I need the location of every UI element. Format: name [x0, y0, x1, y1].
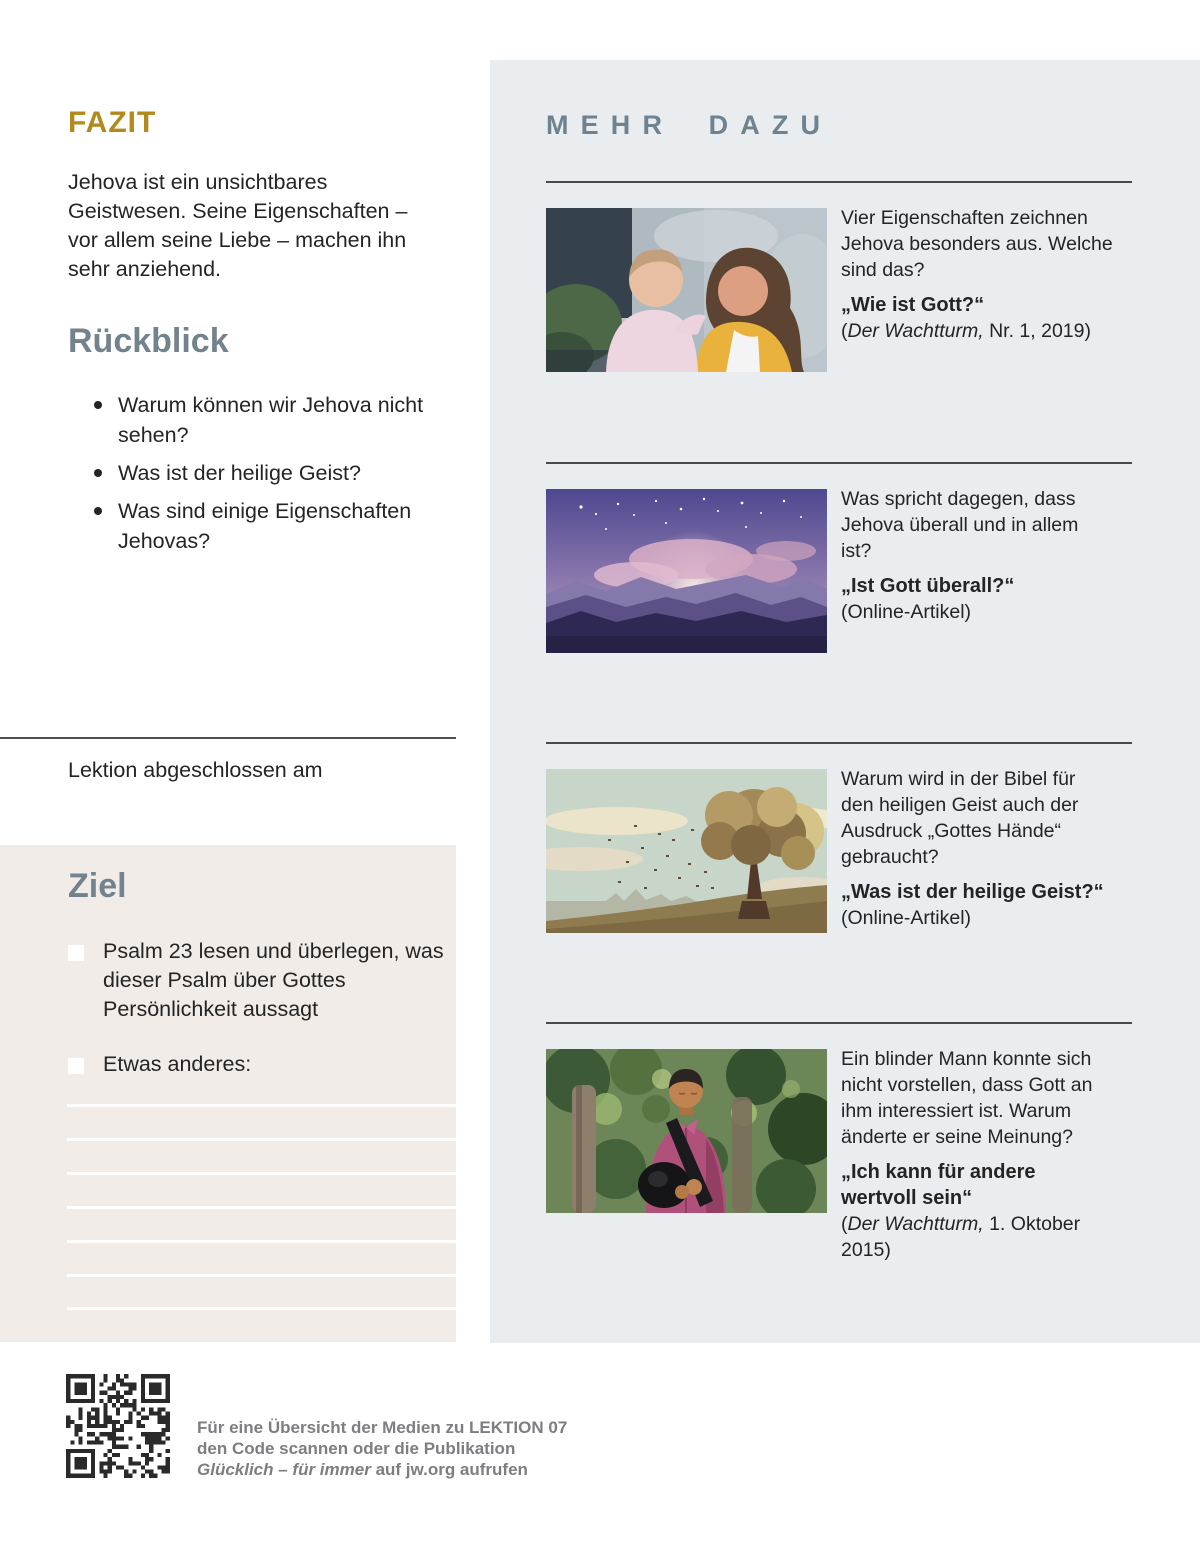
more-item [546, 462, 1132, 744]
rueckblick-heading: Rückblick [68, 322, 229, 360]
mother-and-child-photo [546, 208, 827, 372]
goal-item: Psalm 23 lesen und überlegen, was dieser Psalm über Gottes Persönlichkeit aussagt [103, 939, 444, 1021]
item-question: Warum wird in der Bibel für den heiligen Geist auch der Ausdruck „Gottes Hände“ gebraucht? [841, 768, 1079, 868]
item-question: Vier Eigenschaften zeichnen Jehova besonders aus. Welche sind das? [841, 207, 1113, 281]
ziel-heading: Ziel [68, 867, 127, 905]
item-divider [546, 742, 1132, 744]
writing-line [67, 1104, 456, 1107]
section-divider [0, 737, 456, 739]
item-text [841, 205, 1113, 344]
writing-line [67, 1206, 456, 1209]
checkbox [68, 945, 84, 961]
lesson-completed-label: Lektion abgeschlossen am [68, 758, 323, 782]
checkbox [68, 1058, 84, 1074]
item-divider [546, 1022, 1132, 1024]
writing-line [67, 1172, 456, 1175]
item-title: „Wie ist Gott?“ [841, 294, 985, 316]
item-text [841, 486, 1113, 625]
item-text [841, 766, 1113, 931]
ziel-section [0, 845, 456, 1342]
writing-line [67, 1274, 456, 1277]
more-item [546, 1022, 1132, 1304]
list-item: Was sind einige Eigenschaften Jehovas? [92, 496, 444, 556]
item-title: „Was ist der heilige Geist?“ [841, 881, 1104, 903]
item-title: „Ich kann für andere wertvoll sein“ [841, 1161, 1036, 1209]
item-question: Was spricht dagegen, dass Jehova überall und in allem ist? [841, 488, 1079, 562]
item-source: (Der Wachtturm, 1. Oktober 2015) [841, 1213, 1081, 1261]
writing-line [67, 1240, 456, 1243]
mehr-dazu-heading: MEHR DAZU [546, 110, 833, 140]
rueckblick-list [92, 390, 444, 564]
item-text [841, 1046, 1113, 1263]
footer-line: Für eine Übersicht der Medien zu LEKTION 07 [197, 1418, 568, 1437]
item-title: „Ist Gott überall?“ [841, 575, 1015, 597]
mehr-dazu-panel [490, 60, 1200, 1343]
fazit-paragraph: Jehova ist ein unsichtbares Geistwesen. Seine Eigenschaften – vor allem seine Liebe – machen ihn sehr anziehend. [68, 170, 408, 281]
footer-line: den Code scannen oder die Publikation [197, 1439, 516, 1458]
item-source: (Online-Artikel) [841, 907, 972, 929]
windy-tree-illustration [546, 769, 827, 933]
writing-line [67, 1307, 456, 1310]
item-source: (Der Wachtturm, Nr. 1, 2019) [841, 320, 1091, 342]
footer-note [197, 1417, 627, 1480]
footer-line: Glücklich – für immer auf jw.org aufrufen [197, 1460, 528, 1479]
more-item [546, 181, 1132, 463]
writing-line [67, 1138, 456, 1141]
blind-man-photo [546, 1049, 827, 1213]
more-item [546, 742, 1132, 1024]
qr-code-icon [62, 1370, 174, 1482]
item-question: Ein blinder Mann konnte sich nicht vorstellen, dass Gott an ihm interessiert ist. Warum änderte er seine Meinung? [841, 1048, 1093, 1148]
goal-item: Etwas anderes: [103, 1052, 252, 1076]
fazit-heading: FAZIT [68, 106, 157, 139]
item-divider [546, 462, 1132, 464]
list-item: Was ist der heilige Geist? [92, 458, 444, 488]
item-divider [546, 181, 1132, 183]
purple-sunrise-illustration [546, 489, 827, 653]
item-source: (Online-Artikel) [841, 601, 972, 623]
list-item: Warum können wir Jehova nicht sehen? [92, 390, 444, 450]
